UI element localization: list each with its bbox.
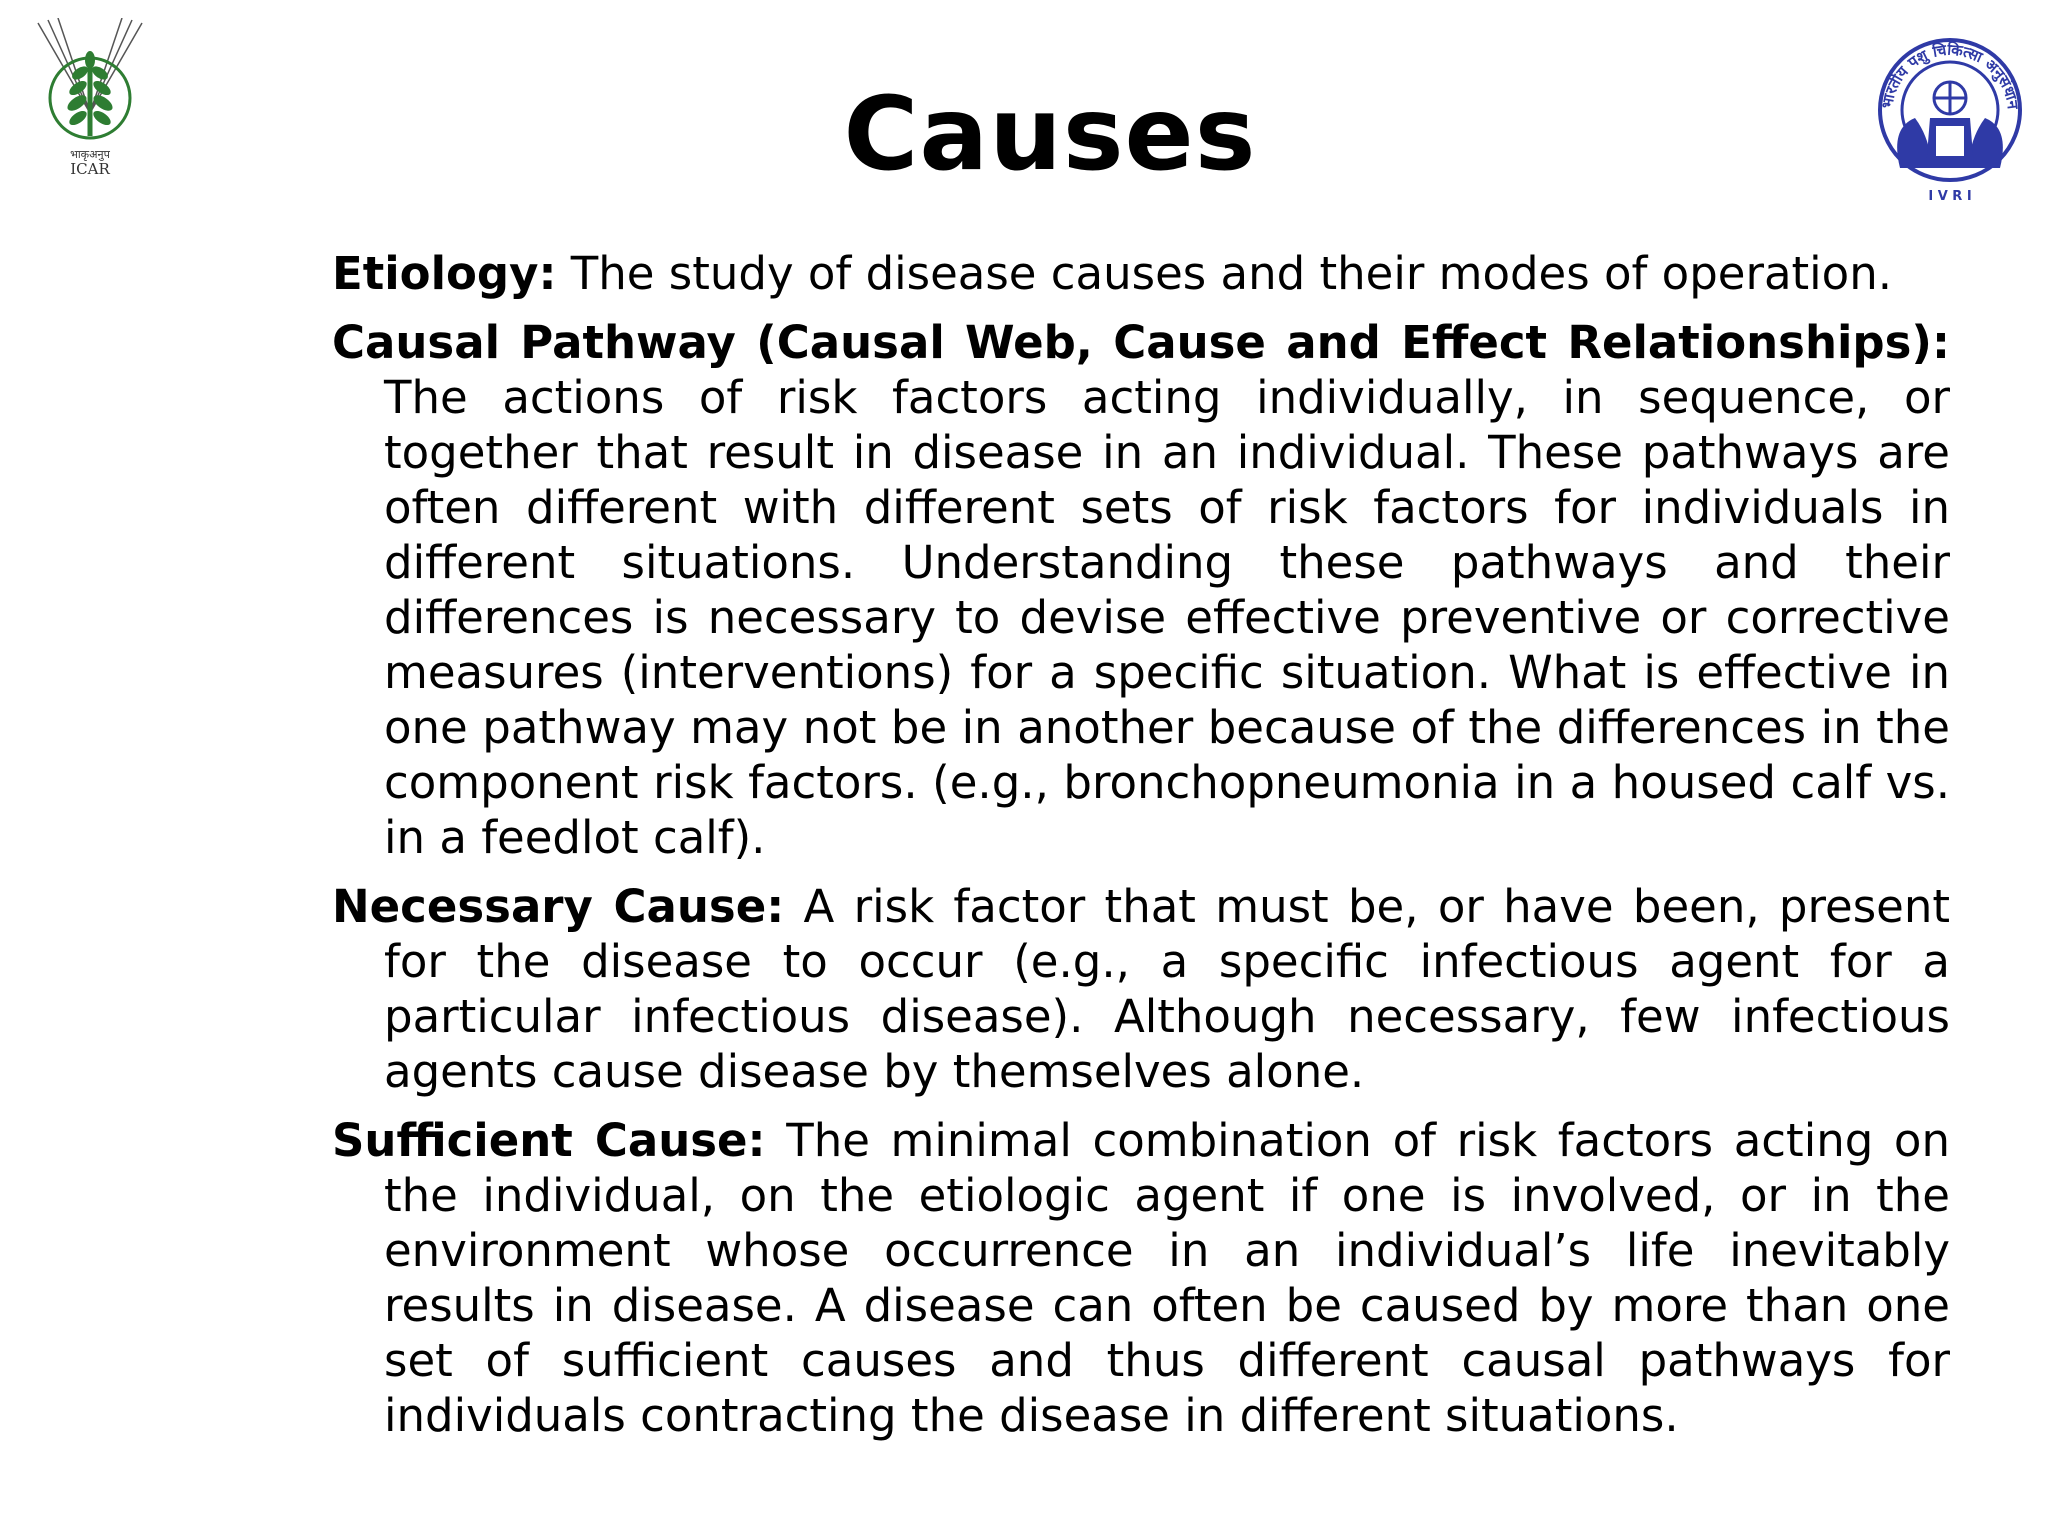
entry-term: Etiology: [332,247,557,300]
entry-text: The study of disease causes and their modes of operation. [556,247,1893,300]
entry-term: Causal Pathway (Causal Web, Cause and Effect Relationships): [332,316,1950,369]
slide-title: Causes [843,75,1257,194]
icar-caption: ICAR [70,160,110,178]
entry-sufficient-cause [332,1113,1950,1443]
entry-term: Necessary Cause: [332,880,785,933]
entry-causal-pathway [332,315,1950,865]
icar-hindi-caption: भाकृअनुप [70,148,110,161]
ivri-caption: I V R I [1928,189,1972,204]
entry-text: A risk factor that must be, or have been, present for the disease to occur (e.g., a specific infectious agent for a particular infectious disease). Although necessary, few infectious agents cause disease by themselves alone. [384,880,1950,1098]
slide-content [332,246,1950,1457]
entry-text: The minimal combination of risk factors acting on the individual, on the etiologic agent if one is involved, or in the environment whose occurrence in an individual’s life inevitably results in disease. A disease can often be caused by more than one set of sufficient causes and thus different causal pathways for individuals contracting the disease in different situations. [384,1114,1950,1442]
entry-etiology [332,246,1950,301]
entry-text: The actions of risk factors acting individually, in sequence, or together that result in disease in an individual. These pathways are often different with different sets of risk factors for individuals in different situations. Understanding these pathways and their differences is necessary to devise effective preventive or corrective measures (interventions) for a specific situation. What is effective in one pathway may not be in another because of the differences in the component risk factors. (e.g., bronchopneumonia in a housed calf vs. in a feedlot calf). [384,371,1950,864]
entry-necessary-cause [332,879,1950,1099]
entry-term: Sufficient Cause: [332,1114,766,1167]
ivri-ring-text: भारतीय पशु चिकित्सा अनुसंधान [1877,40,2022,111]
